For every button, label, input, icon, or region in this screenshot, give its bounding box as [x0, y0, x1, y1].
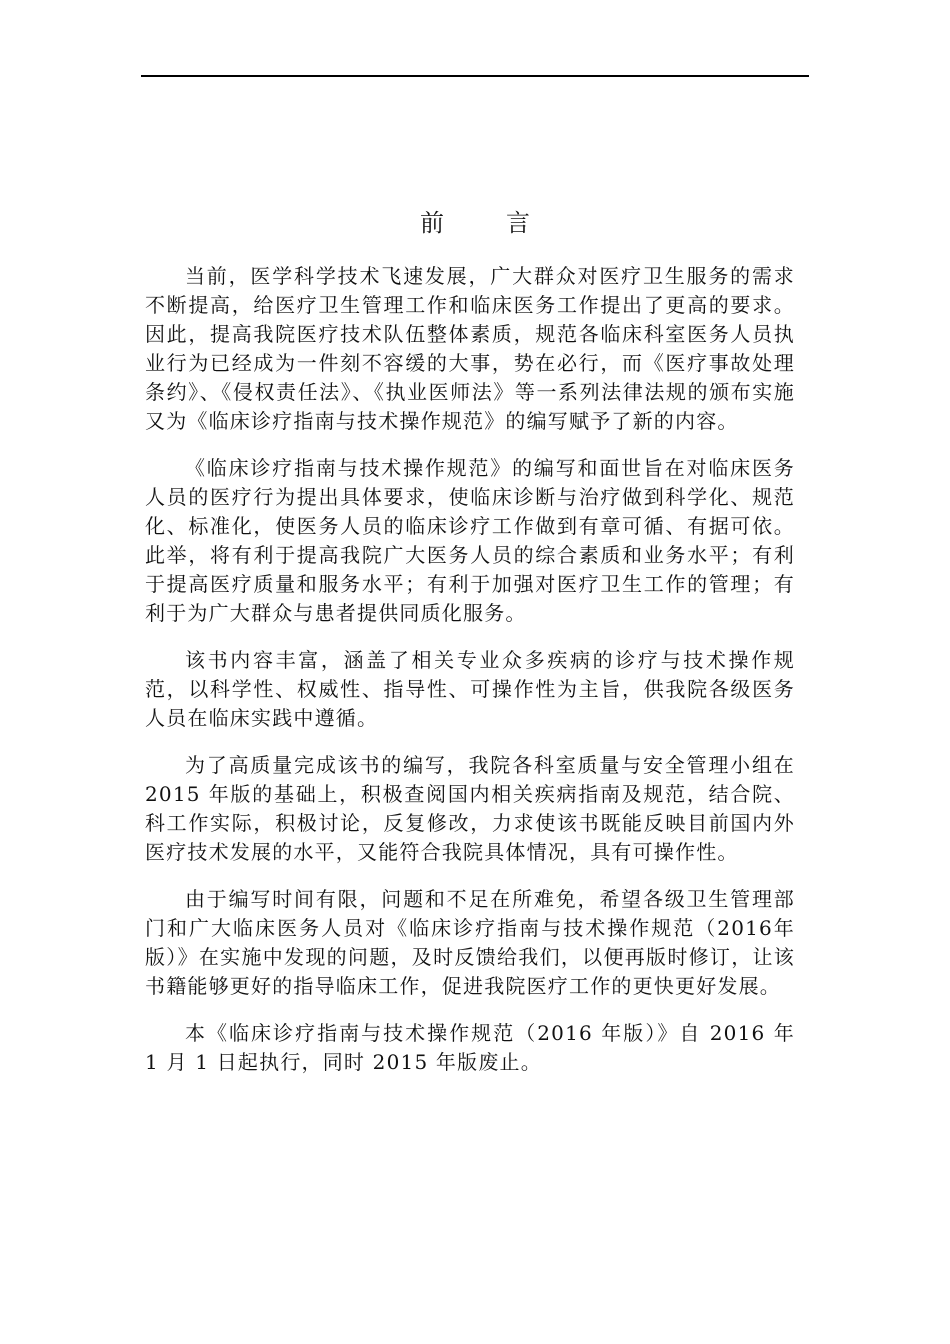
paragraph-3: 该书内容丰富，涵盖了相关专业众多疾病的诊疗与技术操作规范，以科学性、权威性、指导性、可操作性为主旨，供我院各级医务人员在临床实践中遵循。: [145, 648, 795, 730]
header-rule: [141, 75, 809, 77]
page-title: 前言: [420, 209, 592, 237]
paragraph-2: 《临床诊疗指南与技术操作规范》的编写和面世旨在对临床医务人员的医疗行为提出具体要求，使临床诊断与治疗做到科学化、规范化、标准化，使医务人员的临床诊疗工作做到有章可循、有据可依。此举，将有利于提高我院广大医务人员的综合素质和业务水平；有利于提高医疗质量和服务水平；有利于加强对医疗卫生工作的管理；有利于为广大群众与患者提供同质化服务。: [145, 456, 795, 625]
preface-body: [145, 262, 795, 1095]
paragraph-6: 本《临床诊疗指南与技术操作规范（2016 年版）》自 2016 年 1 月 1 日起执行，同时 2015 年版废止。: [145, 1021, 795, 1074]
paragraph-4: 为了高质量完成该书的编写，我院各科室质量与安全管理小组在 2015 年版的基础上，积极查阅国内相关疾病指南及规范，结合院、科工作实际，积极讨论，反复修改，力求使该书既能反映目前国内外医疗技术发展的水平，又能符合我院具体情况，具有可操作性。: [145, 753, 795, 864]
paragraph-1: 当前，医学科学技术飞速发展，广大群众对医疗卫生服务的需求不断提高，给医疗卫生管理工作和临床医务工作提出了更高的要求。因此，提高我院医疗技术队伍整体素质，规范各临床科室医务人员执业行为已经成为一件刻不容缓的大事，势在必行，而《医疗事故处理条约》、《侵权责任法》、《执业医师法》等一系列法律法规的颁布实施又为《临床诊疗指南与技术操作规范》的编写赋予了新的内容。: [145, 264, 795, 433]
paragraph-5: 由于编写时间有限，问题和不足在所难免，希望各级卫生管理部门和广大临床医务人员对《临床诊疗指南与技术操作规范（2016年版）》在实施中发现的问题，及时反馈给我们，以便再版时修订，让该书籍能够更好的指导临床工作，促进我院医疗工作的更快更好发展。: [145, 887, 795, 998]
